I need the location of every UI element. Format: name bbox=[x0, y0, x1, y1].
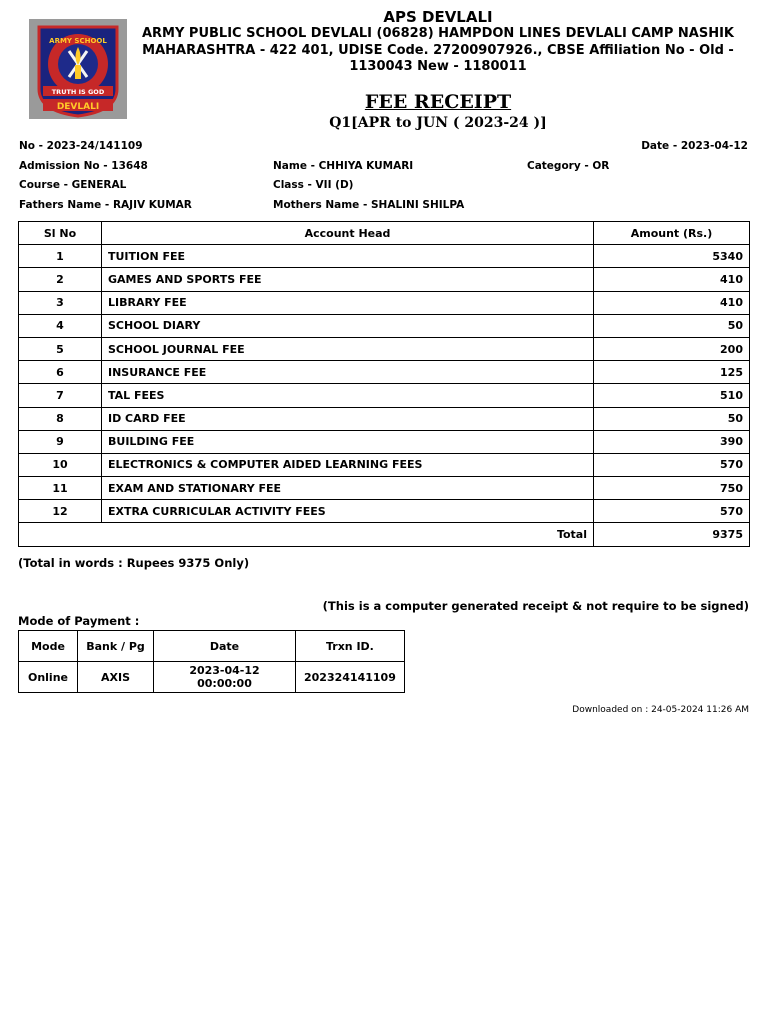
payment-date: 2023-04-12 00:00:00 bbox=[154, 662, 296, 693]
fee-row bbox=[19, 314, 750, 337]
student-class: Class - VII (D) bbox=[273, 179, 354, 191]
fee-table bbox=[18, 221, 750, 547]
downloaded-timestamp: Downloaded on : 24-05-2024 11:26 AM bbox=[572, 705, 749, 715]
fee-sl-no: 11 bbox=[19, 477, 102, 500]
fee-row bbox=[19, 430, 750, 453]
payment-header-row bbox=[19, 631, 405, 662]
fee-account-head: EXAM AND STATIONARY FEE bbox=[102, 477, 594, 500]
logo-bottom-text: DEVLALI bbox=[56, 102, 100, 112]
fee-sl-no: 3 bbox=[19, 291, 102, 314]
fee-amount: 570 bbox=[594, 500, 750, 523]
school-crest-logo bbox=[29, 19, 127, 119]
payment-header-mode: Mode bbox=[19, 631, 78, 662]
fee-account-head: BUILDING FEE bbox=[102, 430, 594, 453]
payment-bank: AXIS bbox=[78, 662, 154, 693]
fee-sl-no: 8 bbox=[19, 407, 102, 430]
fee-sl-no: 1 bbox=[19, 245, 102, 268]
fee-amount: 570 bbox=[594, 453, 750, 476]
fee-row bbox=[19, 268, 750, 291]
father-name: Fathers Name - RAJIV KUMAR bbox=[19, 199, 192, 211]
receipt-title: FEE RECEIPT bbox=[364, 91, 512, 113]
fee-amount: 125 bbox=[594, 361, 750, 384]
logo-top-text: ARMY SCHOOL bbox=[49, 37, 107, 45]
fee-row bbox=[19, 337, 750, 360]
fee-row bbox=[19, 453, 750, 476]
receipt-number: No - 2023-24/141109 bbox=[19, 140, 143, 152]
fee-account-head: EXTRA CURRICULAR ACTIVITY FEES bbox=[102, 500, 594, 523]
fee-amount: 200 bbox=[594, 337, 750, 360]
fee-amount: 390 bbox=[594, 430, 750, 453]
fee-account-head: SCHOOL JOURNAL FEE bbox=[102, 337, 594, 360]
fee-sl-no: 12 bbox=[19, 500, 102, 523]
total-label: Total bbox=[19, 523, 594, 546]
fee-amount: 410 bbox=[594, 291, 750, 314]
fee-row bbox=[19, 407, 750, 430]
fee-row bbox=[19, 291, 750, 314]
payment-row bbox=[19, 662, 405, 693]
fee-amount: 50 bbox=[594, 314, 750, 337]
payment-trxn-id: 202324141109 bbox=[296, 662, 405, 693]
fee-sl-no: 9 bbox=[19, 430, 102, 453]
fee-sl-no: 2 bbox=[19, 268, 102, 291]
fee-account-head: ID CARD FEE bbox=[102, 407, 594, 430]
receipt-date: Date - 2023-04-12 bbox=[641, 140, 748, 152]
fee-sl-no: 5 bbox=[19, 337, 102, 360]
fee-amount: 750 bbox=[594, 477, 750, 500]
receipt-quarter: Q1[APR to JUN ( 2023-24 )] bbox=[329, 115, 547, 131]
mother-name: Mothers Name - SHALINI SHILPA bbox=[273, 199, 465, 211]
fee-account-head: TUITION FEE bbox=[102, 245, 594, 268]
fee-account-head: SCHOOL DIARY bbox=[102, 314, 594, 337]
fee-account-head: GAMES AND SPORTS FEE bbox=[102, 268, 594, 291]
school-address: ARMY PUBLIC SCHOOL DEVLALI (06828) HAMPDON LINES DEVLALI CAMP NASHIK MAHARASHTRA - 422 401, UDISE Code. 27200907926., CBSE Affiliation No - Old - 1130043 New - 1180011 bbox=[141, 26, 734, 74]
student-category: Category - OR bbox=[527, 160, 610, 172]
fee-row bbox=[19, 477, 750, 500]
fee-amount: 410 bbox=[594, 268, 750, 291]
header-amount: Amount (Rs.) bbox=[594, 222, 750, 245]
header-sl-no: Sl No bbox=[19, 222, 102, 245]
fee-account-head: INSURANCE FEE bbox=[102, 361, 594, 384]
logo-motto-text: TRUTH IS GOD bbox=[51, 88, 105, 96]
fee-total-row bbox=[19, 523, 750, 546]
header-account-head: Account Head bbox=[102, 222, 594, 245]
fee-amount: 5340 bbox=[594, 245, 750, 268]
payment-header-date: Date bbox=[154, 631, 296, 662]
fee-account-head: ELECTRONICS & COMPUTER AIDED LEARNING FEES bbox=[102, 453, 594, 476]
fee-row bbox=[19, 245, 750, 268]
fee-account-head: LIBRARY FEE bbox=[102, 291, 594, 314]
fee-sl-no: 4 bbox=[19, 314, 102, 337]
fee-row bbox=[19, 500, 750, 523]
mode-of-payment-title: Mode of Payment : bbox=[18, 614, 140, 628]
admission-number: Admission No - 13648 bbox=[19, 160, 148, 172]
payment-table bbox=[18, 630, 405, 693]
fee-account-head: TAL FEES bbox=[102, 384, 594, 407]
fee-row bbox=[19, 361, 750, 384]
total-amount: 9375 bbox=[594, 523, 750, 546]
fee-sl-no: 10 bbox=[19, 453, 102, 476]
student-course: Course - GENERAL bbox=[19, 179, 127, 191]
fee-amount: 50 bbox=[594, 407, 750, 430]
fee-row bbox=[19, 384, 750, 407]
fee-table-header bbox=[19, 222, 750, 245]
fee-amount: 510 bbox=[594, 384, 750, 407]
payment-mode: Online bbox=[19, 662, 78, 693]
payment-header-trxn: Trxn ID. bbox=[296, 631, 405, 662]
total-in-words: (Total in words : Rupees 9375 Only) bbox=[18, 556, 250, 570]
fee-sl-no: 7 bbox=[19, 384, 102, 407]
payment-header-bank: Bank / Pg bbox=[78, 631, 154, 662]
computer-generated-note: (This is a computer generated receipt & not require to be signed) bbox=[322, 599, 749, 613]
fee-sl-no: 6 bbox=[19, 361, 102, 384]
school-name: APS DEVLALI bbox=[383, 8, 493, 26]
student-name: Name - CHHIYA KUMARI bbox=[273, 160, 414, 172]
